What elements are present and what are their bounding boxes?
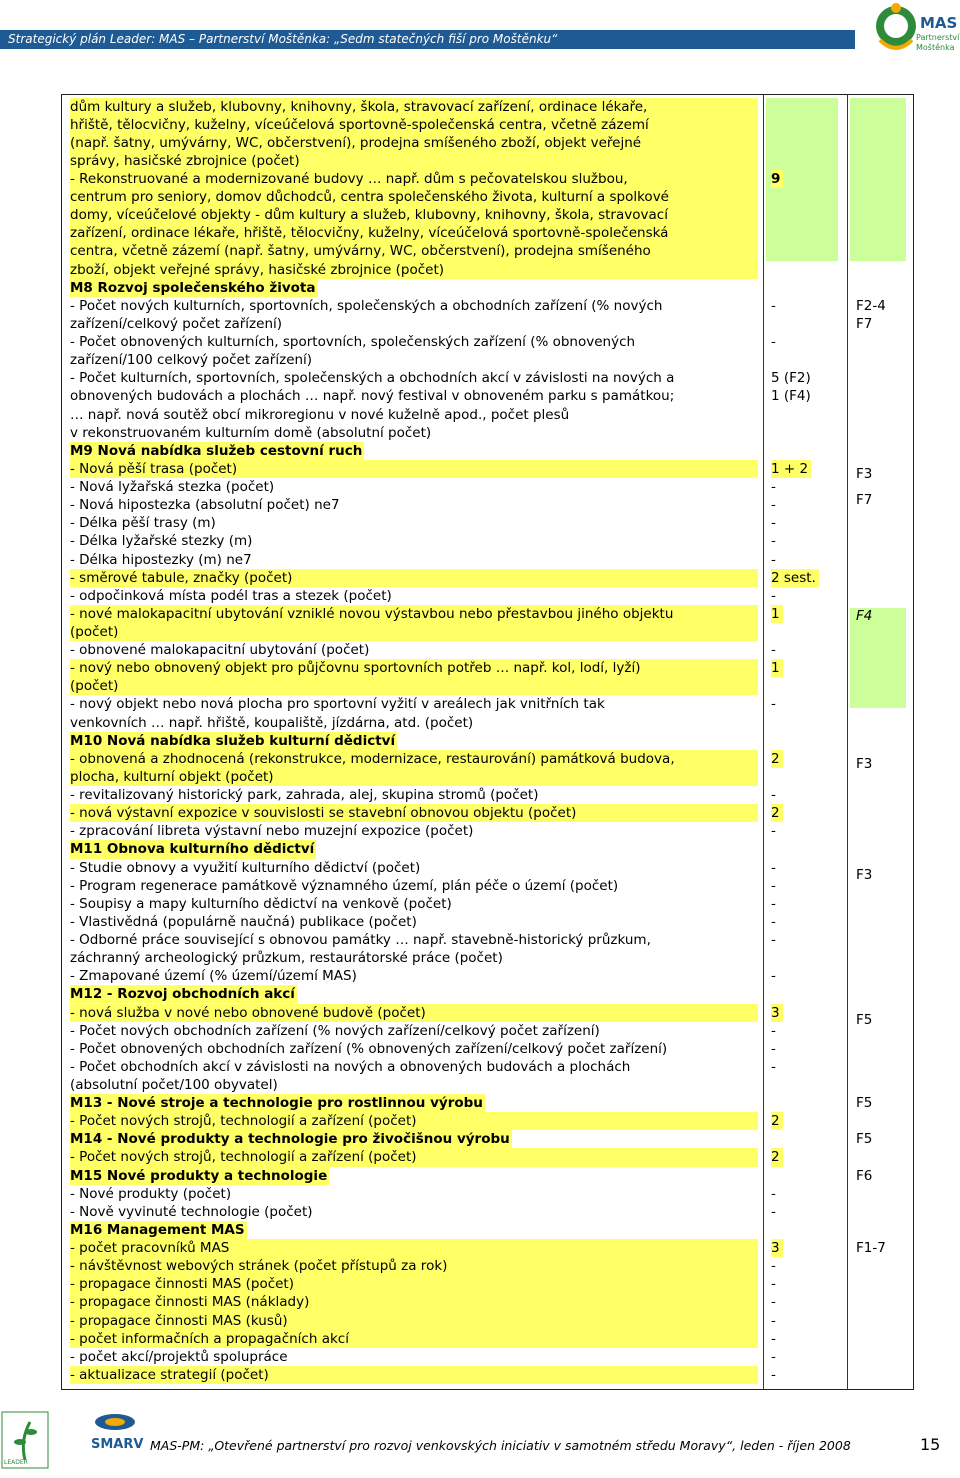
target-value: - bbox=[771, 932, 776, 949]
indicator-line: - Počet nových strojů, technologií a zařízení (počet) bbox=[70, 1148, 758, 1166]
indicator-line: - Délka pěší trasy (m) bbox=[70, 515, 216, 532]
target-value: - bbox=[771, 913, 776, 930]
indicator-line: - aktualizace strategií (počet) bbox=[70, 1366, 758, 1384]
target-value: - bbox=[771, 1040, 776, 1057]
indicator-line: hřiště, tělocvičny, kuželny, víceúčelová sportovně-společenská centra, včetně zázemí bbox=[70, 116, 758, 134]
indicator-line: - návštěvnost webových stránek (počet přístupů za rok) bbox=[70, 1257, 758, 1275]
indicator-line: - Počet nových strojů, technologií a zařízení (počet) bbox=[70, 1112, 758, 1130]
indicator-line: - Počet kulturních, sportovních, společenských a obchodních akcí v závislosti na nových a bbox=[70, 370, 675, 387]
fiche-reference: F5 bbox=[856, 1131, 873, 1148]
fiche-reference: F3 bbox=[856, 466, 873, 483]
indicator-line: - Nová lyžařská stezka (počet) bbox=[70, 479, 275, 496]
measure-heading: M10 Nová nabídka služeb kulturní dědictví bbox=[70, 732, 396, 749]
table-divider-1 bbox=[763, 94, 764, 1390]
measure-heading: M12 - Rozvoj obchodních akcí bbox=[70, 986, 295, 1003]
indicator-line: centrum pro seniory, domov důchodců, centra společenského života, kulturní a spolkové bbox=[70, 188, 758, 206]
target-value: 1 bbox=[771, 605, 783, 623]
indicator-line: - Nová hipostezka (absolutní počet) ne7 bbox=[70, 497, 340, 514]
indicator-line: - Soupisy a mapy kulturního dědictví na venkově (počet) bbox=[70, 895, 452, 912]
fiche-reference: F7 bbox=[856, 491, 873, 508]
indicator-line: - odpočinková místa podél tras a stezek (počet) bbox=[70, 587, 392, 604]
smarv-logo-text: SMARV bbox=[91, 1437, 144, 1452]
target-value: - bbox=[771, 968, 776, 985]
target-value: - bbox=[771, 587, 776, 604]
fiche-reference: F6 bbox=[856, 1167, 873, 1184]
target-value: - bbox=[771, 497, 776, 514]
target-value: - bbox=[771, 1312, 776, 1329]
target-value: - bbox=[771, 334, 776, 351]
indicator-line: zařízení, ordinace lékaře, hřiště, tělocvičny, kuželny, víceúčelová sportovně-společenská bbox=[70, 224, 758, 242]
indicator-line: - směrové tabule, značky (počet) bbox=[70, 569, 758, 587]
indicator-line: - Nová pěší trasa (počet) bbox=[70, 460, 758, 478]
indicator-line: plocha, kulturní objekt (počet) bbox=[70, 768, 758, 786]
indicator-line: - Délka lyžařské stezky (m) bbox=[70, 533, 253, 550]
indicator-line: - Zmapované území (% území/území MAS) bbox=[70, 968, 357, 985]
indicator-line: - počet informačních a propagačních akcí bbox=[70, 1330, 758, 1348]
target-value: - bbox=[771, 1058, 776, 1075]
target-value: 2 bbox=[771, 804, 783, 822]
indicator-line: - revitalizovaný historický park, zahrada, alej, skupina stromů (počet) bbox=[70, 787, 539, 804]
indicator-line: - Nové produkty (počet) bbox=[70, 1185, 232, 1202]
indicator-line: záchranný archeologický průzkum, restaurátorské práce (počet) bbox=[70, 950, 503, 967]
measure-heading: M8 Rozvoj společenského života bbox=[70, 279, 316, 296]
target-value: - bbox=[771, 1203, 776, 1220]
measure-heading: M16 Management MAS bbox=[70, 1221, 245, 1238]
target-value: - bbox=[771, 787, 776, 804]
indicator-line: - Počet nových kulturních, sportovních, společenských a obchodních zařízení (% nových bbox=[70, 297, 663, 314]
footer-text: MAS-PM: „Otevřené partnerství pro rozvoj venkovských iniciativ v samotném středu Moravy“, leden - říjen 2008 bbox=[150, 1438, 851, 1453]
indicator-line: - Studie obnovy a využití kulturního dědictví (počet) bbox=[70, 859, 421, 876]
target-value: - bbox=[771, 1330, 776, 1347]
target-value: - bbox=[771, 1366, 776, 1383]
measure-heading: M15 Nové produkty a technologie bbox=[70, 1167, 328, 1184]
fiche-reference: F5 bbox=[856, 1011, 873, 1028]
indicator-line: - Počet obchodních akcí v závislosti na nových a obnovených budovách a plochách bbox=[70, 1058, 631, 1075]
leader-logo-text: LEADER bbox=[4, 1459, 28, 1466]
indicator-line: … např. nová soutěž obcí mikroregionu v nové kuželně apod., počet plesů bbox=[70, 406, 570, 423]
indicator-line: - propagace činnosti MAS (počet) bbox=[70, 1275, 758, 1293]
indicator-line: - Počet obnovených obchodních zařízení (% obnovených zařízení/celkový počet zařízení) bbox=[70, 1040, 668, 1057]
logo-partnerstvi-text: Partnerství bbox=[916, 33, 960, 42]
indicator-line: - Vlastivědná (populárně naučná) publikace (počet) bbox=[70, 913, 417, 930]
target-value: - bbox=[771, 1276, 776, 1293]
indicator-line: - Program regenerace památkově významného území, plán péče o území (počet) bbox=[70, 877, 619, 894]
target-value: - bbox=[771, 515, 776, 532]
logo-mas-text: MAS bbox=[920, 14, 958, 32]
target-value: - bbox=[771, 895, 776, 912]
target-value: 2 bbox=[771, 750, 783, 768]
target-value: - bbox=[771, 1185, 776, 1202]
fiche-reference: F3 bbox=[856, 866, 873, 883]
indicator-line: - Odborné práce související s obnovou památky … např. stavebně-historický průzkum, bbox=[70, 932, 651, 949]
indicator-line: zařízení/100 celkový počet zařízení) bbox=[70, 352, 313, 369]
indicator-line: obnovených budovách a plochách … např. nový festival v obnoveném parku s památkou; bbox=[70, 388, 675, 405]
table-divider-2 bbox=[847, 94, 848, 1390]
smarv-logo bbox=[85, 1408, 145, 1472]
indicator-line: v rekonstruovaném kulturním domě (absolutní počet) bbox=[70, 424, 432, 441]
target-value: 9 bbox=[771, 170, 783, 188]
target-value: - bbox=[771, 823, 776, 840]
target-value: 2 bbox=[771, 1148, 783, 1166]
indicator-line: - počet akcí/projektů spolupráce bbox=[70, 1348, 288, 1365]
indicator-line: - počet pracovníků MAS bbox=[70, 1239, 758, 1257]
indicator-line: - obnovené malokapacitní ubytování (počet) bbox=[70, 642, 370, 659]
indicator-line: (např. šatny, umývárny, WC, občerstvení), prodejna smíšeného zboží, objekt veřejné bbox=[70, 134, 758, 152]
indicator-line: venkovních … např. hřiště, koupaliště, jízdárna, atd. (počet) bbox=[70, 714, 474, 731]
indicator-line: - propagace činnosti MAS (náklady) bbox=[70, 1293, 758, 1311]
mas-logo bbox=[870, 0, 960, 60]
fiche-reference: F7 bbox=[856, 315, 873, 332]
indicator-line: (počet) bbox=[70, 677, 758, 695]
target-value: 3 bbox=[771, 1239, 783, 1257]
target-value: - bbox=[771, 1294, 776, 1311]
measure-heading: M11 Obnova kulturního dědictví bbox=[70, 841, 315, 858]
target-value: 1 (F4) bbox=[771, 388, 811, 405]
indicator-line: - nová služba v nové nebo obnovené budově (počet) bbox=[70, 1004, 758, 1022]
indicator-line: centra, včetně zázemí (např. šatny, umývárny, WC, občerstvení), prodejna smíšeného bbox=[70, 242, 758, 260]
target-value: - bbox=[771, 696, 776, 713]
logo-mostenka-text: Moštěnka bbox=[916, 43, 955, 52]
fiche-reference: F5 bbox=[856, 1095, 873, 1112]
running-header: Strategický plán Leader: MAS – Partnerství Moštěnka: „Sedm statečných fiší pro Moštěnku“ bbox=[0, 30, 855, 49]
indicator-line: (počet) bbox=[70, 623, 758, 641]
measure-heading: M13 - Nové stroje a technologie pro rostlinnou výrobu bbox=[70, 1095, 483, 1112]
indicator-line: správy, hasičské zbrojnice (počet) bbox=[70, 152, 758, 170]
measure-heading: M14 - Nové produkty a technologie pro živočišnou výrobu bbox=[70, 1131, 510, 1148]
target-value: 2 bbox=[771, 1112, 783, 1130]
indicator-line: - Délka hipostezky (m) ne7 bbox=[70, 551, 252, 568]
target-value: - bbox=[771, 533, 776, 550]
indicator-line: - propagace činnosti MAS (kusů) bbox=[70, 1312, 758, 1330]
target-value: 1 bbox=[771, 659, 783, 677]
target-value: - bbox=[771, 877, 776, 894]
target-value: - bbox=[771, 642, 776, 659]
target-value: 5 (F2) bbox=[771, 370, 811, 387]
target-value: - bbox=[771, 1258, 776, 1275]
measure-heading: M9 Nová nabídka služeb cestovní ruch bbox=[70, 442, 363, 459]
fiche-reference: F3 bbox=[856, 756, 873, 773]
indicator-line: - Počet obnovených kulturních, sportovních, společenských zařízení (% obnovených bbox=[70, 334, 636, 351]
leader-logo bbox=[0, 1410, 50, 1470]
indicator-line: - Rekonstruované a modernizované budovy … např. dům s pečovatelskou službou, bbox=[70, 170, 758, 188]
target-value: - bbox=[771, 297, 776, 314]
page-number: 15 bbox=[920, 1435, 941, 1454]
indicator-line: zboží, objekt veřejné správy, hasičské zbrojnice (počet) bbox=[70, 261, 758, 279]
target-value: 1 + 2 bbox=[771, 460, 811, 478]
fiche-reference: F1-7 bbox=[856, 1240, 886, 1257]
target-value: - bbox=[771, 551, 776, 568]
indicator-line: - nové malokapacitní ubytování vzniklé novou výstavbou nebo přestavbou jiného objektu bbox=[70, 605, 758, 623]
indicator-line: - obnovená a zhodnocená (rekonstrukce, modernizace, restaurování) památková budova, bbox=[70, 750, 758, 768]
fiche-reference: F4 bbox=[856, 607, 873, 624]
fiche-cell-highlight bbox=[850, 98, 906, 261]
indicator-line: - Počet nových obchodních zařízení (% nových zařízení/celkový počet zařízení) bbox=[70, 1022, 600, 1039]
target-value: 2 sest. bbox=[771, 569, 819, 587]
indicator-line: domy, víceúčelové objekty - dům kultury a služeb, klubovny, knihovny, škola, stravovací bbox=[70, 206, 758, 224]
target-value: - bbox=[771, 859, 776, 876]
indicator-line: dům kultury a služeb, klubovny, knihovny, škola, stravovací zařízení, ordinace lékaře, bbox=[70, 98, 758, 116]
target-value: - bbox=[771, 1022, 776, 1039]
indicator-line: - nový objekt nebo nová plocha pro sportovní vyžití v areálech jak vnitřních tak bbox=[70, 696, 605, 713]
target-value: - bbox=[771, 1348, 776, 1365]
indicator-line: - nový nebo obnovený objekt pro půjčovnu sportovních potřeb … např. kol, lodí, lyží) bbox=[70, 659, 758, 677]
indicator-line: zařízení/celkový počet zařízení) bbox=[70, 315, 283, 332]
target-value: 3 bbox=[771, 1004, 783, 1022]
indicator-line: - Nově vyvinuté technologie (počet) bbox=[70, 1203, 313, 1220]
indicator-line: - nová výstavní expozice v souvislosti se stavební obnovou objektu (počet) bbox=[70, 804, 758, 822]
fiche-reference: F2-4 bbox=[856, 297, 886, 314]
target-value: - bbox=[771, 479, 776, 496]
indicator-line: (absolutní počet/100 obyvatel) bbox=[70, 1076, 278, 1093]
indicator-line: - zpracování libreta výstavní nebo muzejní expozice (počet) bbox=[70, 823, 474, 840]
